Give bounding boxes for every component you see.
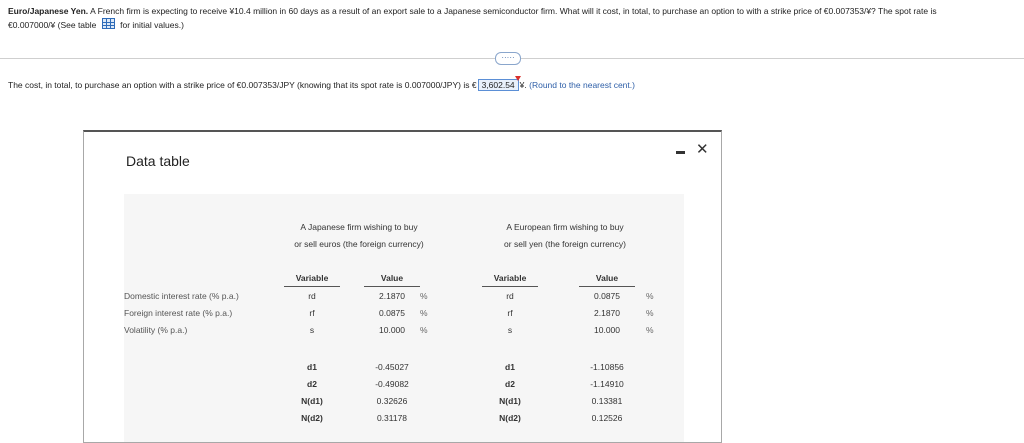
question-title: Euro/Japanese Yen. xyxy=(8,6,89,16)
left-calc-val-d2: -0.49082 xyxy=(375,379,409,389)
right-var-rd: rd xyxy=(506,291,514,301)
left-val-s: 10.000 xyxy=(379,325,405,335)
left-calc-val-nd1: 0.32626 xyxy=(376,396,408,406)
left-var-rf: rf xyxy=(309,308,315,318)
pct-sign: % xyxy=(420,308,428,318)
right-calc-val-d2: -1.14910 xyxy=(590,379,624,389)
data-table-dialog xyxy=(83,130,722,443)
minimize-icon[interactable] xyxy=(676,151,685,154)
close-icon[interactable]: ✕ xyxy=(696,141,709,158)
right-calc-var-nd1: N(d1) xyxy=(499,396,521,406)
more-button[interactable]: ····· xyxy=(495,52,521,65)
row-label-domestic-rate: Domestic interest rate (% p.a.) xyxy=(124,291,239,301)
header-rule xyxy=(284,286,340,287)
left-val-rd: 2.1870 xyxy=(379,291,405,301)
answer-input[interactable] xyxy=(478,79,519,91)
dialog-title: Data table xyxy=(126,153,190,169)
left-calc-var-d2: d2 xyxy=(307,379,317,389)
group-right-heading-2: or sell yen (the foreign currency) xyxy=(504,239,626,249)
col-header-variable-right: Variable xyxy=(493,273,527,283)
question-text: A French firm is expecting to receive ¥10.4 million in 60 days as a result of an export sale to a Japanese semiconductor firm. What will it cost, in total, to purchase an option to with a strike price of €0.007353/¥? The spot rate is xyxy=(90,6,937,16)
left-calc-var-d1: d1 xyxy=(307,362,317,372)
left-var-rd: rd xyxy=(308,291,316,301)
data-table xyxy=(124,194,684,442)
answer-prefix: The cost, in total, to purchase an option with a strike price of €0.007353/JPY (knowing that its spot rate is 0.007000/JPY) is € xyxy=(8,80,477,90)
question-text-3: for initial values.) xyxy=(120,20,184,30)
right-calc-var-d2: d2 xyxy=(505,379,515,389)
right-val-s: 10.000 xyxy=(594,325,620,335)
col-header-variable-left: Variable xyxy=(295,273,329,283)
right-calc-val-d1: -1.10856 xyxy=(590,362,624,372)
right-val-rd: 0.0875 xyxy=(594,291,620,301)
pct-sign: % xyxy=(646,291,654,301)
left-val-rf: 0.0875 xyxy=(379,308,405,318)
col-header-value-right: Value xyxy=(595,273,619,283)
left-var-s: s xyxy=(309,325,315,335)
question-line-2 xyxy=(8,18,184,31)
group-left-heading-2: or sell euros (the foreign currency) xyxy=(294,239,424,249)
pct-sign: % xyxy=(646,325,654,335)
right-calc-var-d1: d1 xyxy=(505,362,515,372)
row-label-volatility: Volatility (% p.a.) xyxy=(124,325,188,335)
col-header-value-left: Value xyxy=(380,273,404,283)
pct-sign: % xyxy=(420,291,428,301)
answer-value: 3,602.54 xyxy=(481,80,515,90)
header-rule xyxy=(364,286,420,287)
question-line-1 xyxy=(8,6,937,17)
row-label-foreign-rate: Foreign interest rate (% p.a.) xyxy=(124,308,233,318)
header-rule xyxy=(579,286,635,287)
group-left-heading-1: A Japanese firm wishing to buy xyxy=(300,222,418,232)
group-right-heading-1: A European firm wishing to buy xyxy=(506,222,624,232)
right-var-rf: rf xyxy=(507,308,513,318)
header-rule xyxy=(482,286,538,287)
answer-line xyxy=(8,79,635,91)
pct-sign: % xyxy=(420,325,428,335)
incorrect-mark-icon xyxy=(515,76,521,81)
left-calc-val-nd2: 0.31178 xyxy=(376,413,408,423)
left-calc-var-nd1: N(d1) xyxy=(301,396,323,406)
round-note: (Round to the nearest cent.) xyxy=(529,80,635,90)
question-text-2: €0.007000/¥ (See table xyxy=(8,20,97,30)
left-calc-val-d1: -0.45027 xyxy=(375,362,409,372)
right-calc-val-nd1: 0.13381 xyxy=(591,396,623,406)
answer-suffix: ¥. xyxy=(519,80,527,90)
right-calc-var-nd2: N(d2) xyxy=(499,413,521,423)
right-var-s: s xyxy=(507,325,513,335)
pct-sign: % xyxy=(646,308,654,318)
data-table-icon[interactable] xyxy=(102,18,115,29)
left-calc-var-nd2: N(d2) xyxy=(301,413,323,423)
right-val-rf: 2.1870 xyxy=(594,308,620,318)
right-calc-val-nd2: 0.12526 xyxy=(591,413,623,423)
